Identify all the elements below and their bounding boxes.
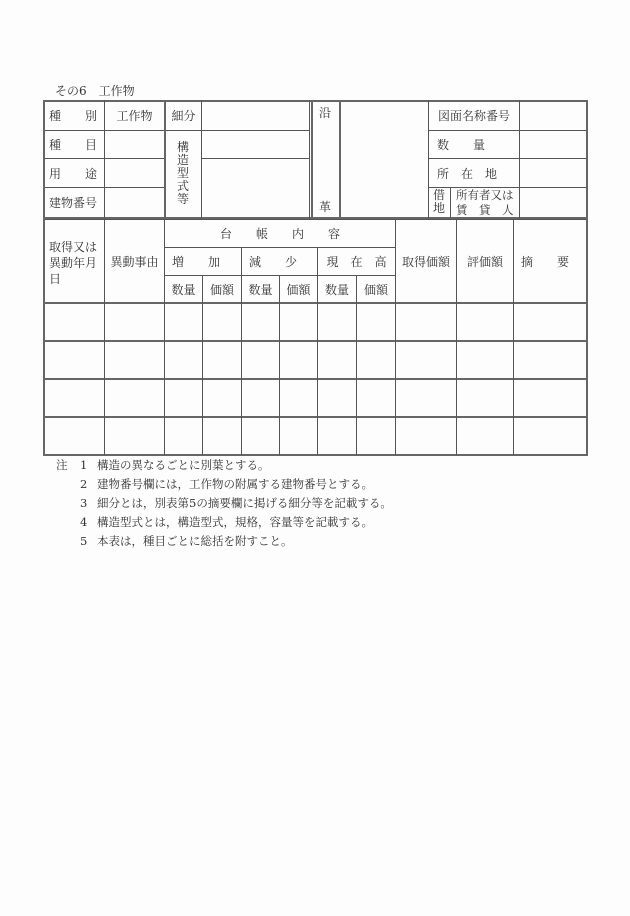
rule-line bbox=[586, 219, 588, 455]
acq-price-header: 取得価額 bbox=[401, 254, 450, 269]
note-text: 細分とは，別表第5の摘要欄に掲げる細分等を記載する。 bbox=[97, 496, 392, 510]
reason-header: 異動事由 bbox=[110, 254, 159, 269]
suryo-value[interactable] bbox=[520, 131, 586, 158]
shozai-value[interactable] bbox=[520, 159, 586, 187]
current-qty-header: 数量 bbox=[324, 282, 349, 297]
note-number: 1 bbox=[80, 458, 88, 472]
summary-header: 摘 要 bbox=[521, 254, 570, 269]
notes-prefix: 注 bbox=[56, 458, 68, 472]
youto-value[interactable] bbox=[105, 159, 164, 187]
current-price-header: 価額 bbox=[363, 282, 388, 297]
shubetsu-value: 工作物 bbox=[116, 109, 153, 123]
rule-line bbox=[309, 100, 310, 219]
youto-label: 用 途 bbox=[49, 166, 98, 181]
note-number: 5 bbox=[80, 534, 88, 548]
kouzou-value-2[interactable] bbox=[202, 159, 309, 217]
building-no-label: 建物番号 bbox=[49, 196, 98, 210]
enkaku-label-top: 沿 bbox=[319, 106, 332, 120]
note-text: 構造の異なるごとに別葉とする。 bbox=[97, 458, 270, 472]
zumen-value[interactable] bbox=[520, 101, 586, 130]
rule-line bbox=[311, 100, 313, 219]
increase-qty-header: 数量 bbox=[171, 282, 196, 297]
enkaku-label-bottom: 革 bbox=[319, 200, 332, 214]
note-text: 構造型式とは，構造型式，規格，容量等を記載する。 bbox=[97, 515, 373, 529]
zumen-label: 図面名称番号 bbox=[437, 109, 510, 123]
table-row[interactable] bbox=[44, 303, 586, 340]
note-number: 3 bbox=[80, 496, 88, 510]
shozai-label: 所 在 地 bbox=[437, 166, 498, 181]
decrease-price-header: 価額 bbox=[286, 282, 311, 297]
saibun-value[interactable] bbox=[202, 101, 309, 130]
shakuchi-label: 借地 bbox=[432, 188, 445, 215]
rule-line bbox=[43, 454, 588, 456]
suryo-label: 数 量 bbox=[437, 138, 486, 152]
note-number: 2 bbox=[80, 477, 88, 491]
form-title: その6 工作物 bbox=[55, 84, 135, 98]
kouzou-value-1[interactable] bbox=[202, 131, 309, 158]
increase-header: 増 加 bbox=[172, 255, 221, 269]
rule-line bbox=[43, 100, 45, 219]
decrease-qty-header: 数量 bbox=[248, 282, 273, 297]
current-header: 現 在 高 bbox=[326, 255, 387, 269]
enkaku-value[interactable] bbox=[341, 101, 428, 217]
shumoku-value[interactable] bbox=[105, 131, 164, 158]
owner-label-line1: 所有者又は bbox=[456, 188, 514, 202]
shubetsu-label: 種 別 bbox=[49, 109, 98, 123]
note-text: 本表は，種目ごとに総括を附すこと。 bbox=[97, 534, 293, 548]
rule-line bbox=[586, 100, 588, 219]
contents-header: 台 帳 内 容 bbox=[219, 227, 340, 241]
table-row[interactable] bbox=[44, 417, 586, 454]
rule-line bbox=[450, 187, 451, 218]
owner-label-line2: 賃 貸 人 bbox=[456, 203, 514, 217]
increase-price-header: 価額 bbox=[209, 282, 234, 297]
note-number: 4 bbox=[80, 515, 88, 529]
table-row[interactable] bbox=[44, 379, 586, 416]
building-no-value[interactable] bbox=[105, 188, 164, 217]
shumoku-label: 種 目 bbox=[49, 138, 98, 152]
owner-value[interactable] bbox=[520, 188, 586, 217]
decrease-header: 減 少 bbox=[249, 255, 298, 269]
eval-header: 評価額 bbox=[466, 254, 503, 269]
table-row[interactable] bbox=[44, 341, 586, 378]
date-header: 取得又は異動年月日 bbox=[49, 240, 98, 286]
kouzou-label: 構造型式等 bbox=[176, 140, 189, 206]
note-text: 建物番号欄には，工作物の附属する建物番号とする。 bbox=[97, 477, 373, 491]
saibun-label: 細分 bbox=[171, 109, 196, 123]
